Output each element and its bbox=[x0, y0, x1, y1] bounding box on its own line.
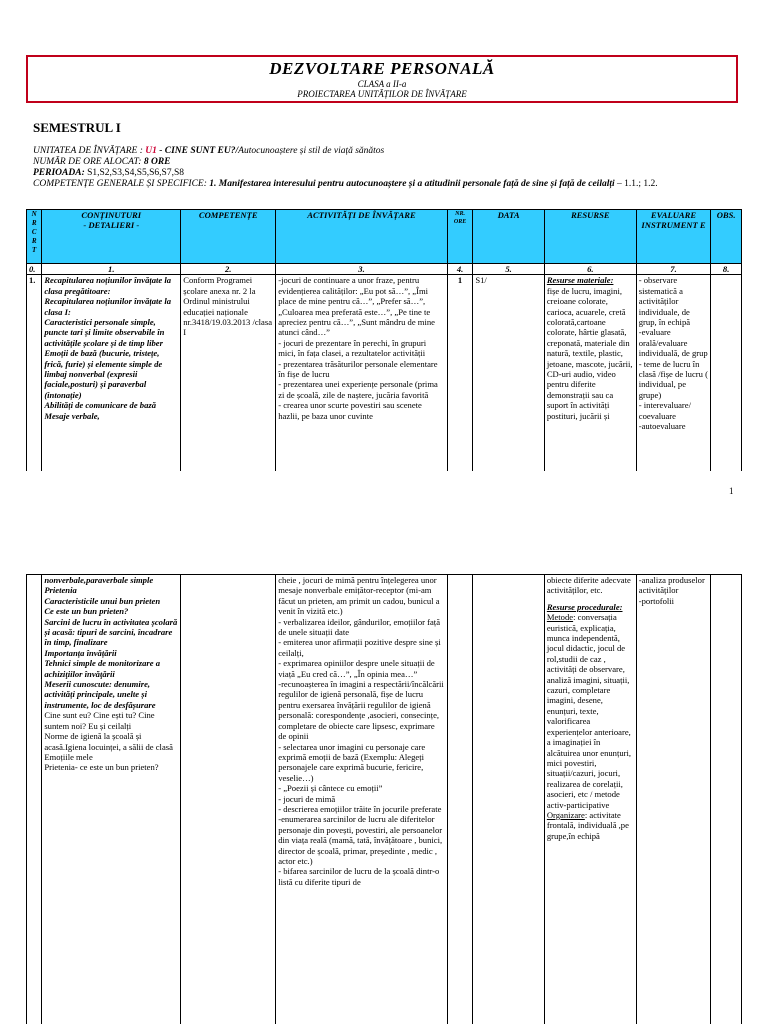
content-item: Caracteristici personale simple, puncte tari și limite observabile în activitățile școlare și de timp liber bbox=[44, 317, 165, 348]
period-line bbox=[33, 168, 741, 179]
organization-title: Organizare bbox=[546, 809, 585, 820]
column-number: 3. bbox=[276, 264, 448, 275]
organization-text: : activitate frontală, individuală ,pe grupe,în echipă bbox=[546, 809, 629, 841]
column-number: 7. bbox=[636, 264, 711, 275]
procedural-resources-title: Resurse procedurale: bbox=[546, 601, 623, 612]
content-item: Prietenia- ce este un bun prieten? bbox=[44, 762, 159, 773]
unit-line bbox=[33, 146, 741, 157]
content-item: Abilități de comunicare de bază bbox=[44, 400, 157, 411]
activities-cell bbox=[276, 275, 448, 471]
content-item: Tehnici simple de monitorizare a achiziţiilor învăţării bbox=[44, 658, 161, 679]
document-subtitle: PROIECTAREA UNITĂȚILOR DE ÎNVĂȚARE bbox=[297, 89, 467, 99]
content-item: Recapitularea noțiunilor învățate la clasa pregătitoare: bbox=[44, 275, 172, 296]
competences-cell bbox=[181, 575, 276, 1024]
date-cell: S1/ bbox=[473, 275, 545, 471]
methods-title: Metode bbox=[546, 612, 574, 623]
evaluation-cell bbox=[636, 575, 711, 1024]
header-date: DATA bbox=[473, 210, 545, 264]
resources-text: obiecte diferite adecvate activităților, etc. bbox=[546, 575, 631, 596]
hours-cell: 1 bbox=[447, 275, 473, 471]
activity-item: - emiterea unor afirmații pozitive despre sine și ceilalți, bbox=[278, 637, 441, 658]
period-value: S1,S2,S3,S4,S5,S6,S7,S8 bbox=[84, 168, 185, 178]
evaluation-cell bbox=[636, 275, 711, 471]
activity-item: - jocuri de mimă bbox=[278, 793, 336, 804]
resources-title: Resurse materiale: bbox=[546, 275, 614, 286]
unit-title: - CINE SUNT EU?/ bbox=[156, 146, 239, 156]
unit-code: U1 bbox=[145, 146, 157, 156]
activity-item: - bifarea sarcinilor de lucru de la școală dintr-o listă cu diferite tipuri de bbox=[278, 866, 440, 887]
planning-table-page2 bbox=[26, 574, 742, 1024]
table-header-row bbox=[27, 210, 742, 264]
competences-label: COMPETENȚE GENERALE ȘI SPECIFICE: bbox=[33, 179, 210, 189]
obs-cell bbox=[711, 275, 742, 471]
content-item: Sarcini de lucru în activitatea școlară și acasă: tipuri de sarcini, încadrare în timp, finalizare bbox=[44, 616, 178, 648]
evaluation-item: -evaluare orală/evaluare individuală, de grup bbox=[638, 327, 708, 359]
content-item: Prietenia bbox=[44, 585, 77, 596]
header-content: CONȚINUTURI - DETALIERI - bbox=[42, 210, 181, 264]
competences-line bbox=[33, 179, 741, 190]
obs-cell bbox=[711, 575, 742, 1024]
activity-item: - verbalizarea ideilor, gândurilor, emoțiilor față de unele situații date bbox=[278, 616, 441, 638]
column-numbers-row bbox=[27, 264, 742, 275]
content-item: Meserii cunoscute: denumire, activități principale, unelte și instrumente, loc de desfășurare bbox=[44, 679, 156, 710]
column-number: 4. bbox=[447, 264, 473, 275]
evaluation-item: - interevaluare/ coevaluare bbox=[638, 400, 691, 421]
column-number: 2. bbox=[181, 264, 276, 275]
hours-cell bbox=[447, 575, 473, 1024]
semester-title: SEMESTRUL I bbox=[33, 120, 121, 135]
resources-cell bbox=[544, 275, 636, 471]
content-item: Mesaje verbale, bbox=[44, 410, 100, 421]
competences-value: 1. Manifestarea interesului pentru autocunoaștere și a atitudinii personale față de sine și față de ceilalți bbox=[209, 179, 615, 189]
table-row bbox=[27, 575, 742, 1024]
activities-cell bbox=[276, 575, 448, 1024]
row-number: 1. bbox=[27, 275, 42, 471]
activity-item: - selectarea unor imagini cu personaje care exprimă emoții de bază (Exemplu: Alegeți personajele care exprimă bucurie, fericire, veselie…) bbox=[278, 741, 426, 783]
content-item: Recapitularea noțiunilor învățate la clasa I: bbox=[44, 296, 172, 317]
unit-label: UNITATEA DE ÎNVĂȚARE : bbox=[33, 146, 146, 156]
content-item: Ce este un bun prieten? bbox=[44, 606, 129, 617]
activity-item: - prezentarea unei experiențe personale (prima zi de școală, zile de naștere, jucăria favorită bbox=[278, 379, 438, 400]
column-number: 5. bbox=[473, 264, 545, 275]
header-competences: COMPETENȚE bbox=[181, 210, 276, 264]
content-item: Importanța învățării bbox=[44, 647, 117, 658]
content-item: Emoții de bază (bucurie, tristețe, frică, furie) și elemente simple de limbaj nonverbal (expresii faciale,posturi) și paraverbal (intonație) bbox=[44, 348, 163, 400]
content-item: nonverbale,paraverbale simple bbox=[44, 575, 154, 585]
competences-cell: Conform Programei școlare anexa nr. 2 la Ordinul ministrului educației naționale nr.3418/19.03.2013 /clasa I bbox=[181, 275, 276, 471]
hours-label: NUMĂR DE ORE ALOCAT: bbox=[33, 157, 142, 167]
content-item: Caracteristicile unui bun prieten bbox=[44, 595, 161, 606]
competences-tail: – 1.1.; 1.2. bbox=[614, 179, 658, 189]
organization-block bbox=[547, 810, 634, 841]
activity-item: - prezentarea trăsăturilor personale elementare în fișe de lucru bbox=[278, 358, 438, 380]
resources-text: fișe de lucru, imagini, creioane colorate, carioca, acuarele, cretă colorată,cartoane colorate, hârtie glasată, creponată, materiale din natură, textile, plastic, jetoane, mascote, jucării, CD-uri audio, video pentru diferite demonstrații sau ca suport în activități postituri, jucării și bbox=[546, 285, 633, 421]
column-number: 1. bbox=[42, 264, 181, 275]
activity-item: cheie , jocuri de mimă pentru înțelegerea unor mesaje nonverbale emițător-receptor (mi-am făcut un prieten, am primit un cadou, bunicul a venit în vizită etc.) bbox=[278, 575, 440, 617]
unit-info bbox=[33, 146, 741, 190]
hours-value: 8 ORE bbox=[141, 157, 171, 167]
class-label: CLASA a II-a bbox=[357, 79, 407, 89]
table-row bbox=[27, 275, 742, 471]
header-nr: N R C R T bbox=[27, 210, 42, 264]
evaluation-item: - observare sistematică a activităților individuale, de grup, în echipă bbox=[638, 275, 691, 328]
header-evaluation: EVALUARE INSTRUMENT E bbox=[636, 210, 711, 264]
activity-item: - exprimarea opiniilor despre unele situații de viață „Eu cred că…”, „În opinia mea…” bbox=[278, 658, 435, 679]
content-cell bbox=[42, 275, 181, 471]
content-cell bbox=[42, 575, 181, 1024]
content-item: Norme de igienă la școală și acasă.Igiena locuinței, a sălii de clasă bbox=[44, 731, 173, 752]
header-obs: OBS. bbox=[711, 210, 742, 264]
methods-text: : conversația euristică, explicația, munca independentă, jocul didactic, jocul de rol,studii de caz , activități de observare, analiză imagini, situații, cazuri, completare imagini, desene, enunțuri, texte, valorificarea experiențelor anterioare, a imaginației în alcătuirea unor enunțuri, mici povestiri, situații/cazuri, jocuri, realizarea de corelații, asocieri, etc / metode activ-participative bbox=[546, 612, 632, 810]
document-header bbox=[26, 55, 738, 103]
header-resources: RESURSE bbox=[544, 210, 636, 264]
planning-table-page1 bbox=[26, 209, 742, 471]
activity-item: -enumerarea sarcinilor de lucru ale diferitelor personaje din povești, povestiri, ale persoanelor din viața reală (mamă, tată, învățătoare , bunici, director de școală, primar, președinte , medic , actor etc.) bbox=[278, 814, 443, 866]
row-number bbox=[27, 575, 42, 1024]
resources-cell bbox=[544, 575, 636, 1024]
evaluation-item: - teme de lucru în clasă /fișe de lucru ( individual, pe grupe) bbox=[638, 358, 708, 400]
period-label: PERIOADA: bbox=[33, 168, 85, 178]
content-item: Cine sunt eu? Cine ești tu? Cine suntem noi? Eu și ceilalți bbox=[44, 710, 155, 731]
methods-block bbox=[547, 612, 631, 809]
header-activities: ACTIVITĂȚI DE ÎNVĂȚARE bbox=[276, 210, 448, 264]
header-hours: NR. ORE bbox=[447, 210, 473, 264]
column-number: 6. bbox=[544, 264, 636, 275]
date-cell bbox=[473, 575, 545, 1024]
activity-item: - crearea unor scurte povestiri sau scenete hazlii, pe baza unor cuvinte bbox=[278, 400, 422, 421]
document-title: DEZVOLTARE PERSONALĂ bbox=[269, 59, 495, 78]
evaluation-item: -analiza produselor activităților bbox=[638, 575, 705, 596]
activity-item: - jocuri de prezentare în perechi, în grupuri mici, în fața clasei, a rezultatelor activității bbox=[278, 337, 427, 359]
unit-title-rest: Autocunoaștere și stil de viață sănătos bbox=[238, 146, 385, 156]
activity-item: -recunoașterea în imagini a respectării/încălcării regulilor de igienă personală, fișe de lucru pentru exersarea învățării regulilor de igienă personală: corespondențe ,asocieri, consecințe, completare de obiecte care lipsesc, exprimare de opinii bbox=[278, 679, 444, 742]
column-number: 8. bbox=[711, 264, 742, 275]
activity-item: -jocuri de continuare a unor fraze, pentru evidențierea calităților: „Eu pot să…”, „Îmi place de mine pentru că…”, „Prefer să…”, „Culoarea mea preferată este…”, „Pe tine te apreciez pentru că…”, „Sunt mândru de mine atunci când…” bbox=[278, 275, 435, 338]
content-item: Emoțiile mele bbox=[44, 751, 93, 762]
activity-item: - descrierea emoțiilor trăite în jocurile preferate bbox=[278, 803, 442, 814]
evaluation-item: -autoevaluare bbox=[638, 421, 686, 432]
hours-line bbox=[33, 157, 741, 168]
page-number: 1 bbox=[729, 486, 734, 496]
evaluation-item: -portofolii bbox=[638, 595, 675, 606]
column-number: 0. bbox=[27, 264, 42, 275]
activity-item: - „Poezii și cântece cu emoții” bbox=[278, 783, 383, 794]
